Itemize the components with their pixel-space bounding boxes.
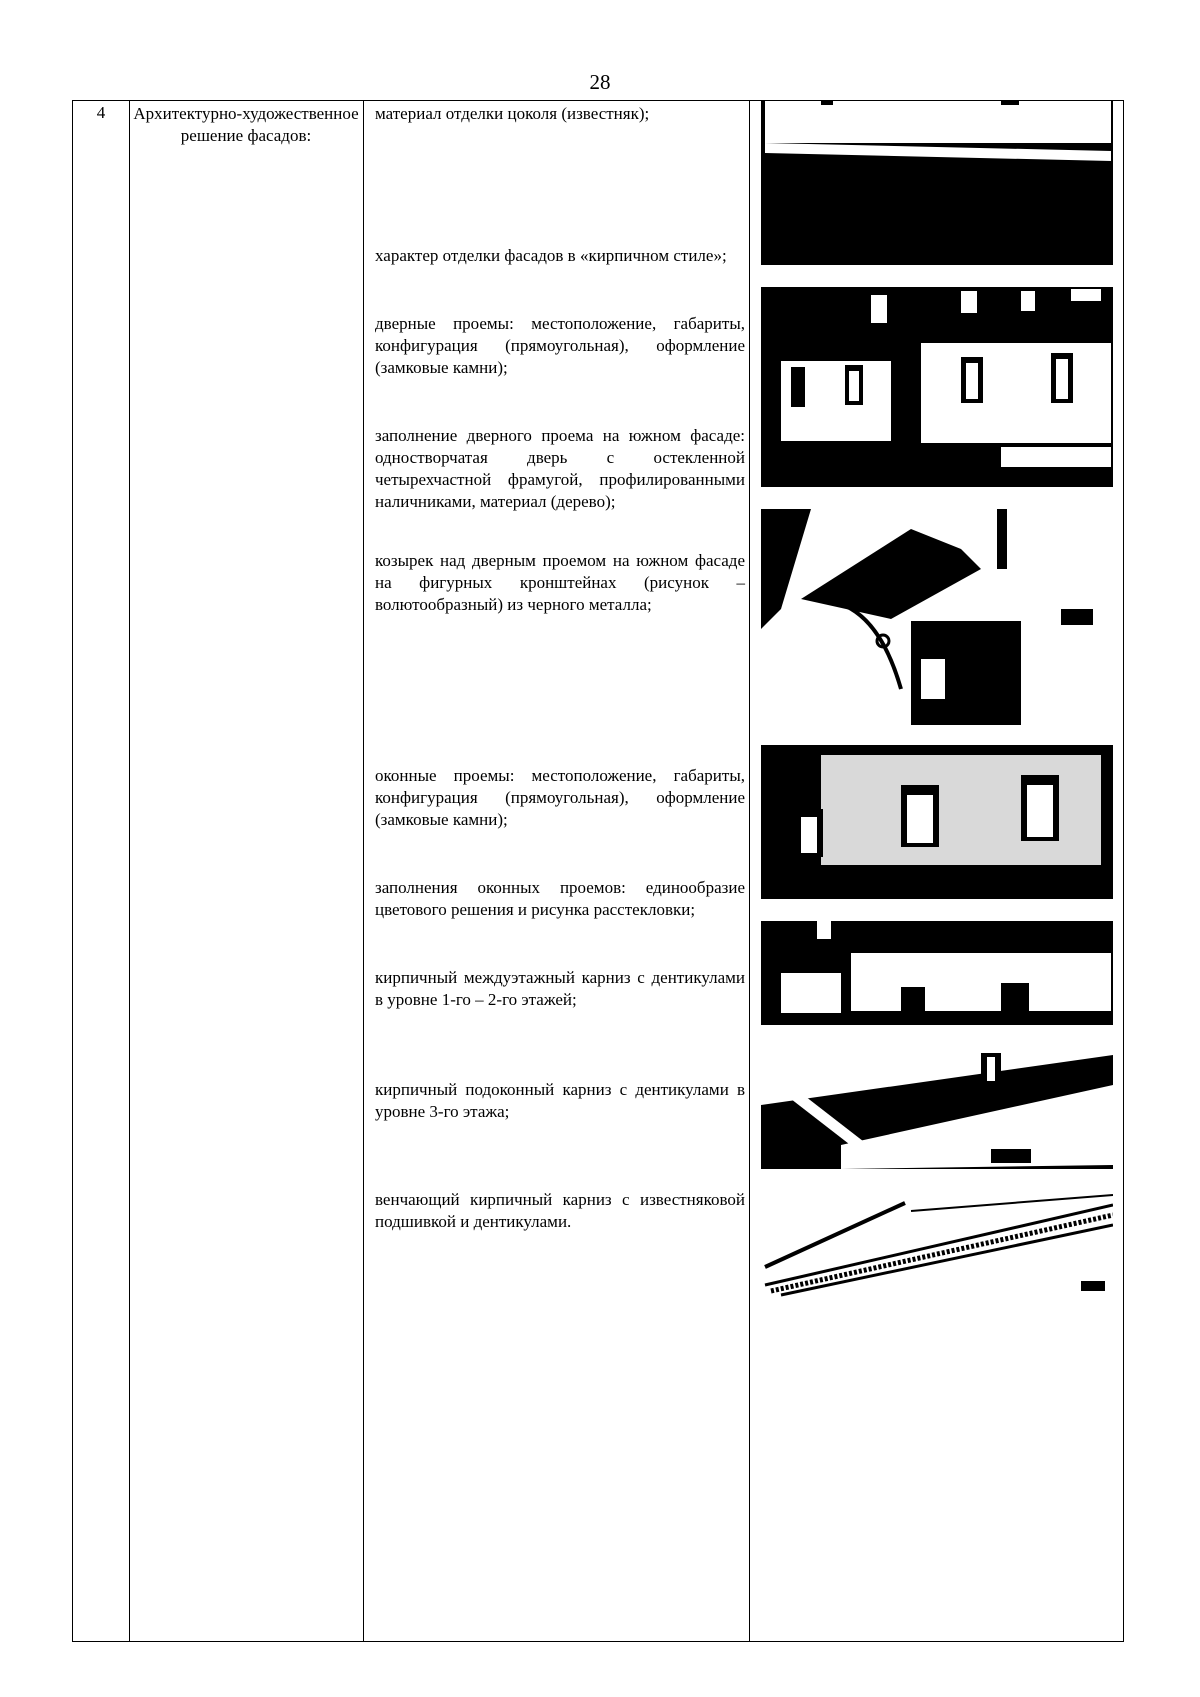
page-number: 28 bbox=[589, 70, 611, 94]
item-door-openings: дверные проемы: местоположение, габариты, конфигурация (прямоугольная), оформление (замковые камни); bbox=[375, 314, 745, 377]
photo-canopy bbox=[761, 509, 1113, 725]
item-crowning-cornice: венчающий кирпичный карниз с известняковой подшивкой и дентикулами. bbox=[375, 1190, 745, 1231]
item-facade-style: характер отделки фасадов в «кирпичном стиле»; bbox=[375, 246, 727, 265]
row-number: 4 bbox=[96, 103, 106, 122]
item-canopy: козырек над дверным проемом на южном фасаде на фигурных кронштейнах (рисунок – волютообразный) из черного металла; bbox=[375, 551, 745, 614]
item-door-filling: заполнение дверного проема на южном фасаде: одностворчатая дверь с остекленной четырехчастной фрамугой, профилированными наличниками, материал (дерево); bbox=[375, 426, 745, 511]
item-interfloor-cornice: кирпичный междуэтажный карниз с дентикулами в уровне 1-го – 2-го этажей; bbox=[375, 968, 745, 1009]
item-window-openings: оконные проемы: местоположение, габариты, конфигурация (прямоугольная), оформление (замковые камни); bbox=[375, 766, 745, 829]
row-title: Архитектурно-художественное решение фасадов: bbox=[133, 104, 359, 145]
item-window-filling: заполнения оконных проемов: единообразие цветового решения и рисунка расстекловки; bbox=[375, 878, 745, 919]
photo-windows bbox=[761, 745, 1113, 899]
heritage-table bbox=[72, 100, 1124, 1642]
item-sill-cornice: кирпичный подоконный карниз с дентикулами в уровне 3-го этажа; bbox=[375, 1080, 745, 1121]
photo-sill-cornice bbox=[761, 1045, 1113, 1169]
item-plinth-material: материал отделки цоколя (известняк); bbox=[375, 104, 650, 123]
photo-crowning-cornice bbox=[761, 1191, 1113, 1299]
column-divider bbox=[749, 101, 750, 1641]
column-divider bbox=[129, 101, 130, 1641]
column-divider bbox=[363, 101, 364, 1641]
photo-interfloor-cornice bbox=[761, 921, 1113, 1025]
photo-plinth bbox=[761, 101, 1113, 265]
photo-facade-door bbox=[761, 287, 1113, 487]
